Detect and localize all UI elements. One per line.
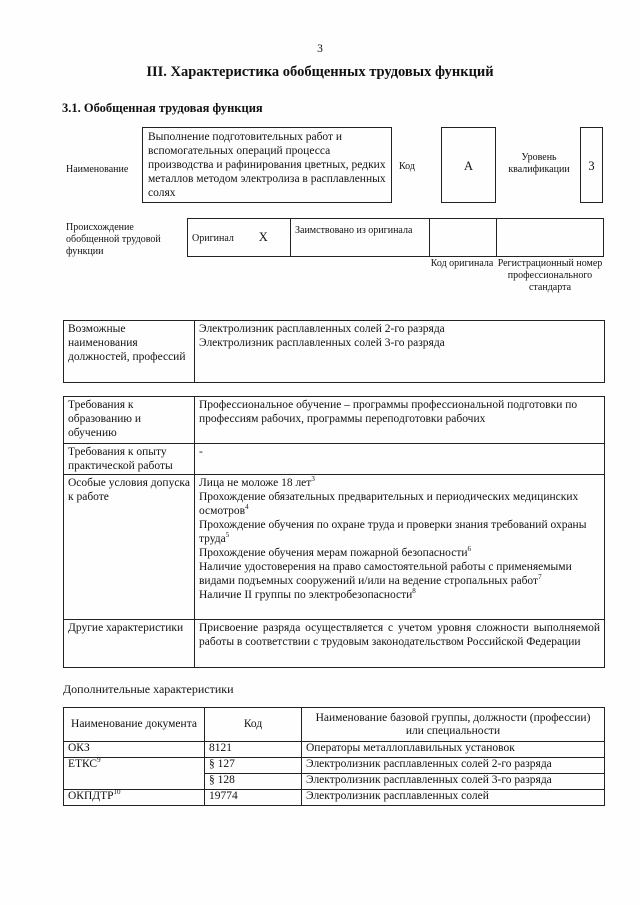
positions-values-cell (195, 321, 605, 383)
experience-value: - (199, 446, 203, 458)
origin-original-cell (188, 219, 291, 257)
col-header-code: Код (205, 708, 302, 742)
other-value: Присвоение разряда осуществляется с учетом уровня сложности выполняемой работы в соответствии с трудовым законодательством Российской Федерации (199, 622, 600, 648)
name-cell: Электролизник расплавленных солей 2-го разряда (302, 758, 605, 774)
admission-item: Наличие удостоверения на право самостоятельной работы с применяемыми видами подъемных сооружений и/или на ведение стропальных работ$^7$ (199, 561, 572, 587)
name-cell: Операторы металлоплавильных установок (302, 742, 605, 758)
experience-value-cell (195, 444, 605, 475)
original-mark: Х (258, 230, 268, 244)
other-label: Другие характеристики (68, 622, 184, 634)
doc-cell: ОКЗ (64, 742, 205, 758)
education-label-cell (64, 397, 195, 444)
name-label: Наименование (66, 164, 129, 175)
col-header-doc: Наименование документа (64, 708, 205, 742)
original-label: Оригинал (192, 233, 234, 244)
code-value: А (463, 159, 474, 173)
experience-label: Требования к опыту практической работы (68, 446, 173, 472)
function-name-box (142, 127, 392, 203)
table-row (64, 742, 605, 758)
code-original-caption: Код оригинала (430, 258, 494, 269)
doc-cell: ЕТКС$^9$ (64, 758, 205, 790)
admission-label: Особые условия допуска к работе (68, 477, 190, 503)
other-value-cell (195, 620, 605, 668)
page-number: 3 (317, 43, 323, 55)
positions-table (63, 320, 605, 383)
admission-item: Прохождение обязательных предварительных и периодических медицинских осмотров$^4$ (199, 491, 579, 517)
code-cell: § 128 (205, 774, 302, 790)
borrowed-cell (291, 219, 430, 257)
col-header-name: Наименование базовой группы, должности (профессии) или специальности (302, 708, 605, 742)
position-item: Электролизник расплавленных солей 2-го разряда (199, 323, 445, 335)
code-cell: 19774 (205, 790, 302, 806)
table-row (64, 790, 605, 806)
positions-label: Возможные наименования должностей, профессий (68, 323, 186, 363)
reg-number-caption: Регистрационный номер профессионального стандарта (497, 258, 603, 293)
positions-label-cell (64, 321, 195, 383)
education-label: Требования к образованию и обучению (68, 399, 141, 439)
admission-item: Прохождение обучения по охране труда и проверки знания требований охраны труда$^5$ (199, 519, 587, 545)
reg-number-cell (497, 219, 604, 257)
requirements-table (63, 396, 605, 668)
admission-values-cell (195, 475, 605, 620)
doc-cell: ОКПДТР$^{10}$ (64, 790, 205, 806)
subsection-title: 3.1. Обобщенная трудовая функция (62, 101, 263, 115)
name-cell: Электролизник расплавленных солей (302, 790, 605, 806)
level-label: Уровень квалификации (508, 152, 570, 175)
admission-item: Прохождение обучения мерам пожарной безопасности$^6$ (199, 545, 472, 559)
section-title: III. Характеристика обобщенных трудовых функций (146, 64, 494, 80)
code-box (441, 127, 496, 203)
table-row (64, 758, 605, 774)
origin-label: Происхождение обобщенной трудовой функции (66, 222, 161, 257)
experience-label-cell (64, 444, 195, 475)
code-original-cell (430, 219, 497, 257)
additional-table (63, 707, 605, 806)
admission-item: Лица не моложе 18 лет$^3$ (199, 475, 315, 489)
other-label-cell (64, 620, 195, 668)
education-value-cell (195, 397, 605, 444)
borrowed-label: Заимствовано из оригинала (295, 225, 413, 236)
code-label: Код (399, 161, 415, 172)
position-item: Электролизник расплавленных солей 3-го разряда (199, 337, 445, 349)
level-value: 3 (588, 159, 595, 173)
code-cell: § 127 (205, 758, 302, 774)
name-cell: Электролизник расплавленных солей 3-го разряда (302, 774, 605, 790)
origin-table (187, 218, 604, 257)
code-cell: 8121 (205, 742, 302, 758)
admission-label-cell (64, 475, 195, 620)
function-name-value: Выполнение подготовительных работ и вспомогательных операций процесса производства и рафинирования цветных, редких металлов методом электролиза в расплавленных солях (148, 131, 386, 199)
level-box (580, 127, 603, 203)
education-value: Профессиональное обучение – программы профессиональной подготовки по профессиям рабочих, программы переподготовки рабочих (199, 399, 578, 425)
admission-item: Наличие II группы по электробезопасности$^8$ (199, 587, 416, 601)
additional-title: Дополнительные характеристики (63, 682, 234, 696)
